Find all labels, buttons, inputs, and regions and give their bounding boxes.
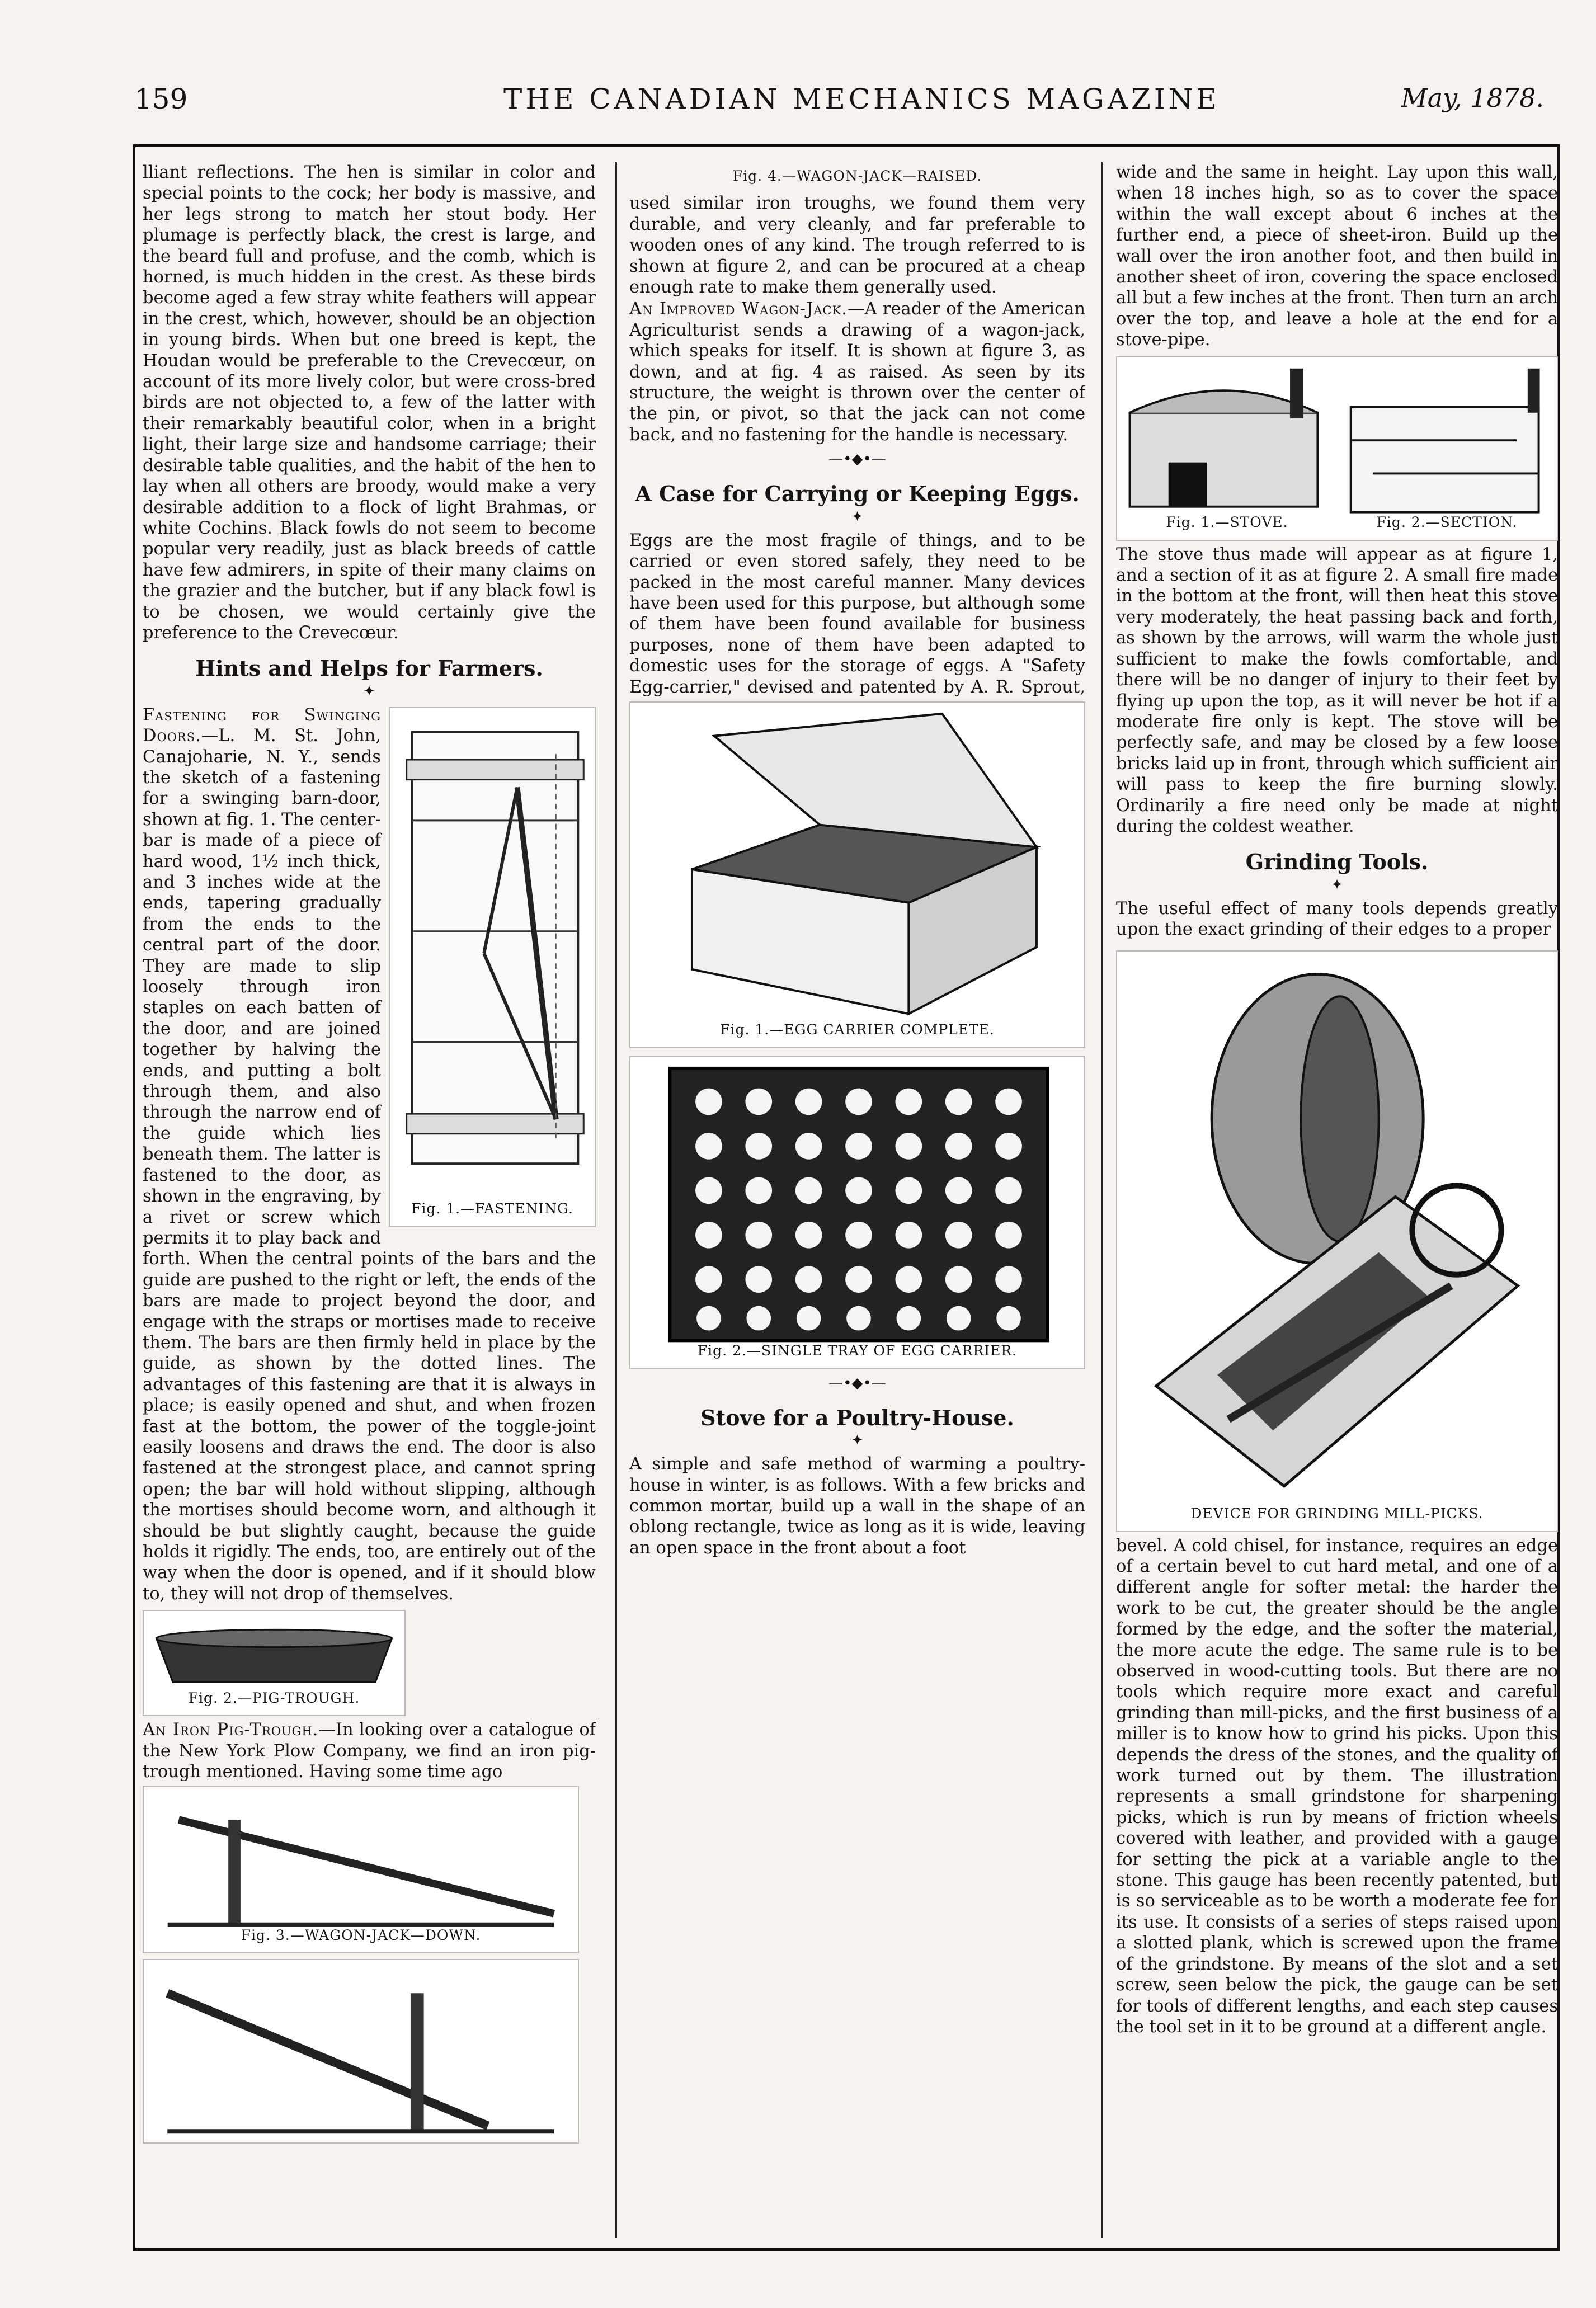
stove-paragraph: A simple and safe method of warming a poultry-house in winter, is as follows. With a few bricks and common mortar, build up a wall in the shape of an oblong rectangle, twice as long as it is wide, leaving an open space in the front about a foot: [629, 1454, 1085, 1558]
heading-ornament: ✦: [363, 682, 375, 700]
crevecoeur-paragraph: lliant reflections. The hen is similar in color and special points to the cock; her body is massive, and her legs strong to match her stout body. Her plumage is perfectly black, the crest is large, and the beard full and profuse, and the comb, which is horned, is much hidden in the crest. As these birds become aged a few stray white feathers will appear in the crest, which, however, should be an objection in young birds. When but one breed is kept, the Houdan would be preferable to the Crevecœur, on account of its more lively color, but were cross-bred birds are not objected to, a few of the latter with their remarkably beautiful color, when in a bright light, their large size and handsome carriage; their desirable table qualities, and the habit of the hen to lay when all others are broody, would make a very desirable addition to a flock of light Brahmas, or white Cochins. Black fowls do not seem to become popular very readily, just as black breeds of cattle have few admirers, in spite of their many claims on the grazier and the butcher, but if any black fowl is to be chosen, we would certainly give the preference to the Crevecœur.: [143, 163, 596, 643]
egg-carrier-complete-image: [629, 701, 1085, 1048]
grinding-heading: Grinding Tools.: [1245, 849, 1429, 875]
pigtrough-paragraph: [143, 1720, 596, 1782]
egg-tray-image: [629, 1056, 1085, 1369]
pigtrough-lead: An Iron Pig-Trough.: [143, 1720, 319, 1740]
wagonjack-text: —A reader of the American Agriculturist sends a drawing of a wagon-jack, which speaks for itself. It is shown at figure 3, as down, and at fig. 4 as raised. As seen by its structure, the weight is thrown over the center of the pin, or pivot, so that the jack can not come back, and no fastening for the handle is necessary.: [629, 299, 1085, 445]
issue-date: May, 1878.: [1401, 83, 1544, 113]
pigtrough-text: —In looking over a catalogue of the New York Plow Company, we find an iron pig-trough mentioned. Having some time ago: [143, 1720, 596, 1782]
fig3-wagonjack-down-image: [143, 1786, 579, 1953]
column-rule-2: [1101, 162, 1103, 2238]
fig1-caption: Fig. 1.—FASTENING.: [411, 1200, 574, 1217]
fig2-caption: Fig. 2.—PIG-TROUGH.: [188, 1689, 360, 1706]
wagonjack-raised-image: [143, 1959, 579, 2144]
egg-carrier-box-drawing: [630, 703, 1084, 1047]
grinding-device-image: [1116, 950, 1558, 1532]
fastening-lead: Fastening for Swinging Doors.: [143, 705, 381, 746]
heading-ornament: ✦: [851, 1432, 864, 1449]
stove-fig1-caption: Fig. 1.—STOVE.: [1166, 514, 1288, 531]
egg-tray-drawing: [630, 1057, 1084, 1368]
fig1-fastening-image: [389, 707, 596, 1227]
grinding-intro-paragraph: The useful effect of many tools depends greatly upon the exact grinding of their edges to a proper: [1116, 898, 1558, 940]
page-header: [134, 83, 1544, 128]
column-rule-1: [615, 162, 617, 2238]
stove-heading: Stove for a Poultry-House.: [700, 1405, 1014, 1430]
wagonjack-lead: An Improved Wagon-Jack.: [629, 299, 848, 319]
section-separator: —•◆•—: [828, 1374, 886, 1392]
wagonjack-paragraph: [629, 299, 1085, 445]
heading-ornament: ✦: [851, 508, 864, 525]
section-separator: —•◆•—: [828, 451, 886, 468]
hints-heading: Hints and Helps for Farmers.: [195, 656, 543, 681]
egg-fig2-caption: Fig. 2.—SINGLE TRAY OF EGG CARRIER.: [697, 1343, 1018, 1359]
magazine-title: THE CANADIAN MECHANICS MAGAZINE: [503, 83, 1220, 115]
stove-figures-image: [1116, 356, 1558, 541]
stove-fig2-caption: Fig. 2.—SECTION.: [1376, 514, 1518, 531]
stove-cont-paragraph: wide and the same in height. Lay upon this wall, when 18 inches high, so as to cover the space within the wall except about 6 inches at the further end, a piece of sheet-iron. Build up the wall over the iron another foot, and then build in another sheet of iron, covering the space enclosed all but a few inches at the front. Then turn an arch over the top, and leave a hole at the end for a stove-pipe.: [1116, 163, 1558, 350]
grindstone-drawing: [1117, 952, 1557, 1531]
fig2-pigtrough-image: [143, 1610, 406, 1716]
grinding-body-paragraph: bevel. A cold chisel, for instance, requires an edge of a certain bevel to cut hard metal, and one of a different angle for softer metal: the harder the work to be cut, the greater should be the angle formed by the edge, and the softer the material, the more acute the edge. The same rule is to be observed in wood-cutting tools. But there are no tools which require more exact and careful grinding than mill-picks, and the first business of a miller is to know how to grind his picks. Upon this depends the dress of the stones, and the quality of work turned out by them. The illustration represents a small grindstone for sharpening picks, which is run by means of friction wheels covered with leather, and provided with a gauge for setting the pick at a variable angle to the stone. This gauge has been recently patented, but is so serviceable as to be worth a moderate fee for its use. It consists of a series of steps raised upon a slotted plank, which is screwed upon the frame of the grindstone. By means of the slot and a set screw, seen below the pick, the gauge can be set for tools of different lengths, and each step causes the tool set in it to be ground at a different angle.: [1116, 1535, 1558, 2037]
wagon-jack-raised-drawing: [144, 1960, 578, 2142]
fig3-caption: Fig. 3.—WAGON-JACK—DOWN.: [241, 1927, 481, 1944]
fig4-caption: Fig. 4.—WAGON-JACK—RAISED.: [732, 168, 982, 184]
grinding-caption: DEVICE FOR GRINDING MILL-PICKS.: [1190, 1505, 1484, 1522]
stove-section-paragraph: The stove thus made will appear as at figure 1, and a section of it as at figure 2. A small fire made in the bottom at the front, will then heat this stove very moderately, the heat passing back and forth, as shown by the arrows, will warm the whole just sufficient to make the fowls comfortable, and there will be no danger of injury to their feet by flying up upon the top, as it will never be hot if a moderate fire only is kept. The stove will be perfectly safe, and may be closed by a few loose bricks laid up in front, through which sufficient air will pass to keep the fire burning slowly. Ordinarily a fire need only be made at night during the coldest weather.: [1116, 544, 1558, 836]
egg-case-heading: A Case for Carrying or Keeping Eggs.: [635, 481, 1080, 507]
column-3: [1116, 162, 1558, 2238]
fastening-text: —L. M. St. John, Canajoharie, N. Y., sends the sketch of a fastening for a swinging barn-door, shown at fig. 1. The center-bar is made of a piece of hard wood, 1½ inch thick, and 3 inches wide at the ends, tapering gradually from the ends to the central part of the door. They are made to slip loosely through iron staples on each batten of the door, and are joined together by halving the ends, and putting a bolt through them, and also through the narrow end of the guide which lies beneath them. The latter is fastened to the door, as shown in the engraving, by a rivet or screw which permits it to play back and forth. When the central points of the bars and the guide are pushed to the right or left, the ends of the bars are made to project beyond the door, and engage with the straps or mortises made to receive them. The bars are then firmly held in place by the guide, as shown by the dotted lines. The advantages of this fastening are that it is always in place; is easily opened and shut, and when frozen fast at the bottom, the power of the toggle-joint easily loosens and draws the end. The door is also fastened at the strongest place, and cannot spring open; the bar will hold without slipping, although the mortises should become worn, and although it should be but slightly caught, because the guide holds it rigidly. The ends, too, are entirely out of the way when the door is opened, and if it should blow to, they will not drop of themselves.: [143, 726, 596, 1604]
egg-fig1-caption: Fig. 1.—EGG CARRIER COMPLETE.: [720, 1021, 995, 1038]
page-number: 159: [134, 83, 188, 115]
heading-ornament: ✦: [1331, 876, 1343, 893]
trough-cont-paragraph: used similar iron troughs, we found them very durable, and very cleanly, and far preferable to wooden ones of any kind. The trough referred to is shown at figure 2, and can be procured at a cheap enough rate to make them generally used.: [629, 194, 1085, 298]
door-fastening-drawing: [390, 708, 595, 1226]
egg-paragraph-a: Eggs are the most fragile of things, and to be carried or even stored safely, they need to be packed in the most careful manner. Many devices have been used for this purpose, but although some of them have been found available for business purposes, none of them have been adapted to domestic uses for the storage of eggs. A "Safety Egg-carrier," devised and patented by A. R. Sprout,: [629, 530, 1085, 697]
column-1: [143, 162, 596, 2238]
column-2: [629, 162, 1085, 2238]
